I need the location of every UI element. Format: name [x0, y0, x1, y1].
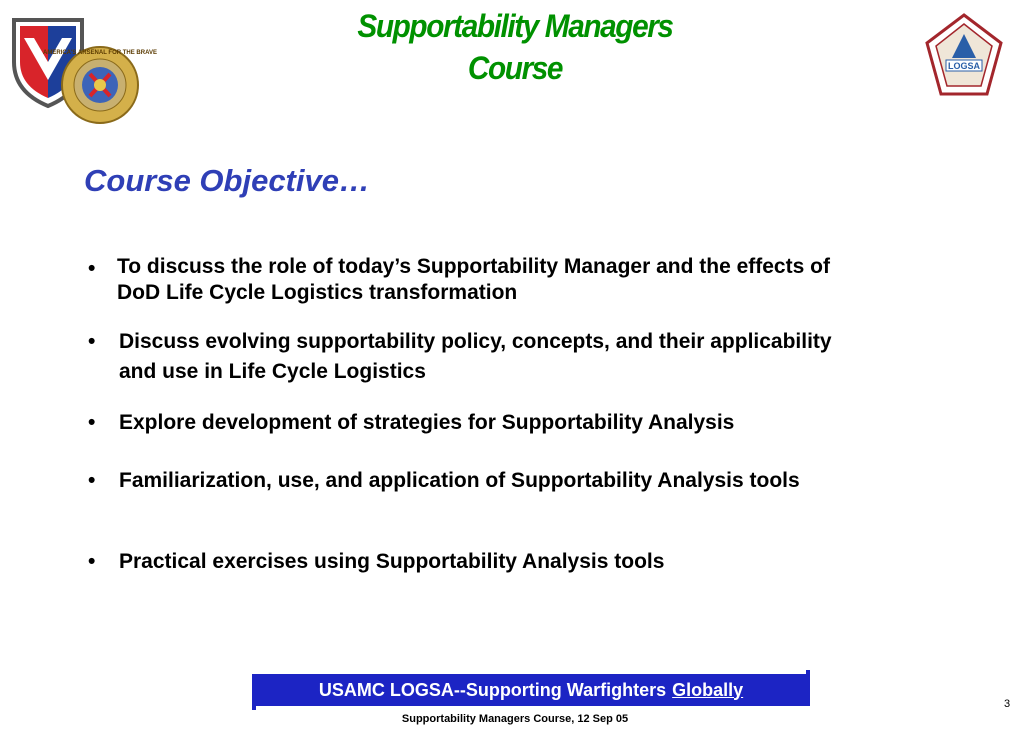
bullet-dot: • — [88, 469, 96, 492]
objective-bullet-1 — [88, 254, 868, 305]
footer-banner — [250, 668, 812, 712]
banner-bar — [254, 674, 808, 706]
bullet-text: Practical exercises using Supportability Analysis tools — [119, 550, 665, 573]
slide-title-line-1: Supportability Managers — [357, 8, 673, 44]
bullet-text: Explore development of strategies for Supportability Analysis — [119, 411, 735, 434]
banner-globally-link[interactable]: Globally — [672, 679, 744, 700]
logsa-logo-text: LOGSA — [947, 61, 981, 71]
footer-course-date: Supportability Managers Course, 12 Sep 05 — [401, 713, 629, 725]
seal-lettering: AMERICA'S ARSENAL FOR THE BRAVE — [43, 50, 157, 56]
bullet-dot: • — [88, 257, 96, 280]
bullet-text: Discuss evolving supportability policy, concepts, and their applicability and use in Life Cycle Logistics — [119, 330, 832, 384]
banner-text: USAMC LOGSA--Supporting Warfighters — [318, 679, 667, 700]
logsa-logo — [924, 12, 1004, 98]
bullet-text: Familiarization, use, and application of Supportability Analysis tools — [119, 469, 800, 492]
page-number: 3 — [1004, 698, 1011, 710]
bullet-dot: • — [88, 330, 96, 353]
bullet-text: To discuss the role of today’s Supportability Manager and the effects of DoD Life Cycle Logistics transformation — [117, 255, 830, 304]
objective-bullet-3 — [88, 408, 868, 438]
objective-bullet-5 — [88, 547, 868, 577]
objective-bullet-4 — [88, 466, 868, 496]
arsenal-for-the-brave-seal — [43, 42, 157, 128]
course-objective-heading: Course Objective… — [84, 163, 370, 198]
bullet-dot: • — [88, 550, 96, 573]
bullet-dot: • — [88, 411, 96, 434]
slide-title-line-2: Course — [467, 50, 563, 86]
objective-bullet-2 — [88, 327, 868, 388]
